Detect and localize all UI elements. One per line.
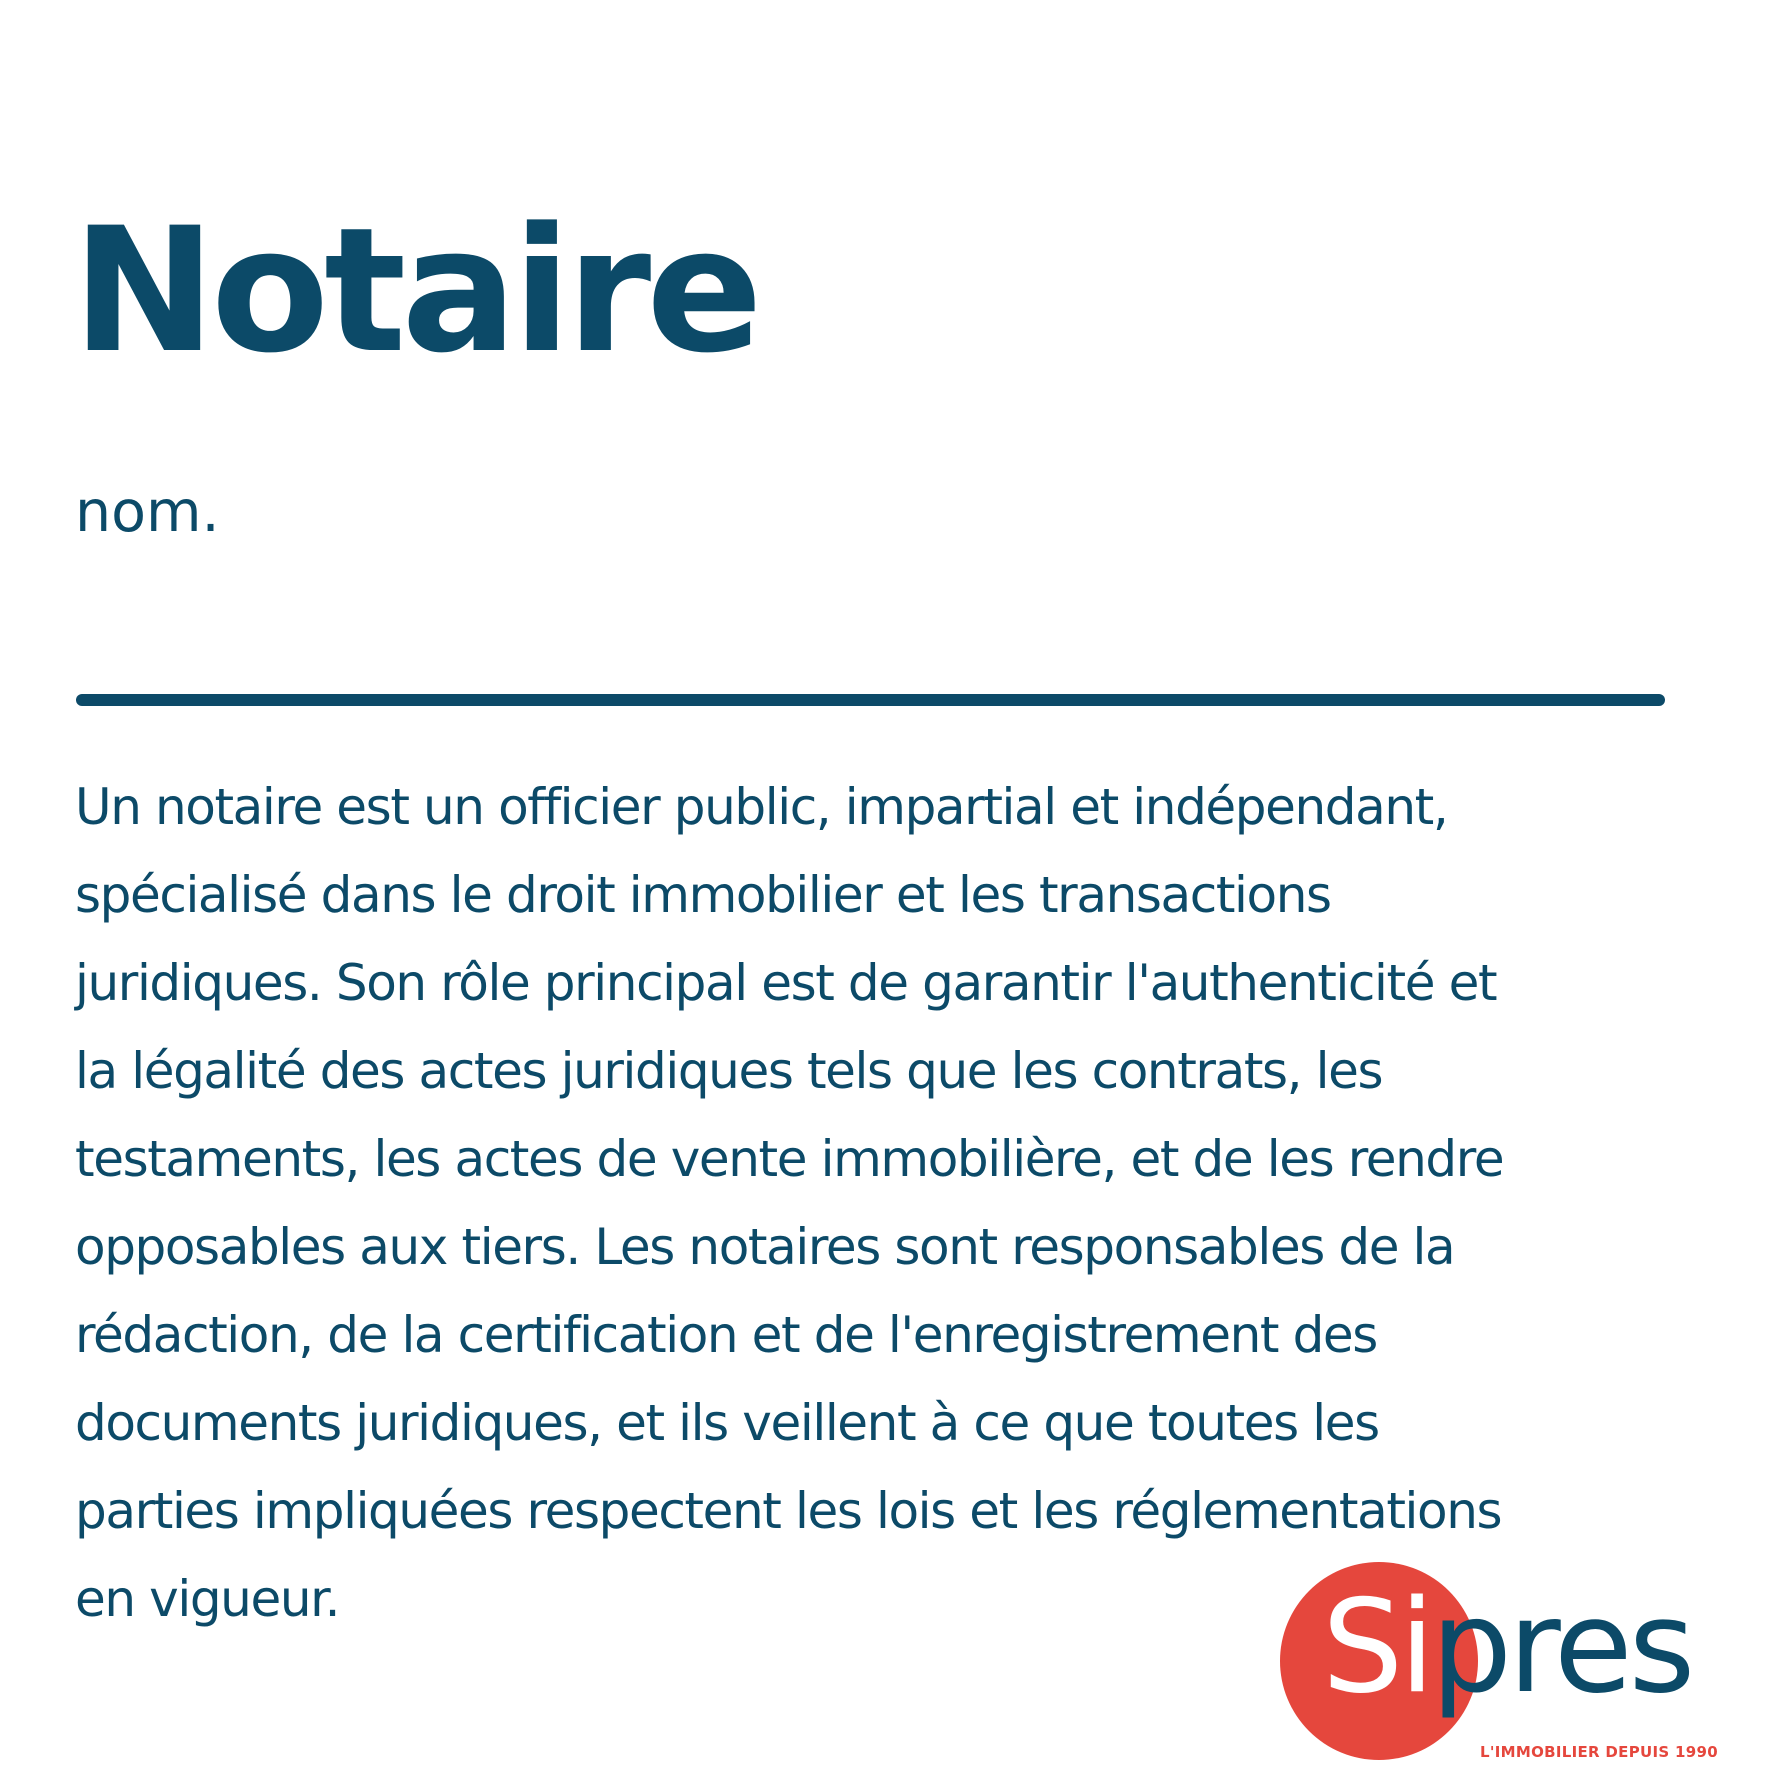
divider-line xyxy=(76,694,1665,706)
definition-line: rédaction, de la certification et de l'enregistrement des xyxy=(75,1306,1377,1364)
definition-line: opposables aux tiers. Les notaires sont responsables de la xyxy=(75,1218,1455,1276)
definition-line: testaments, les actes de vente immobilière, et de les rendre xyxy=(75,1130,1504,1188)
logo-name-part2: pres xyxy=(1430,1573,1692,1722)
definition-line: spécialisé dans le droit immobilier et les transactions xyxy=(75,866,1331,924)
logo-name-part1: Si xyxy=(1322,1573,1431,1722)
part-of-speech: nom. xyxy=(75,479,220,545)
logo-tagline: L'IMMOBILIER DEPUIS 1990 xyxy=(1480,1743,1718,1761)
term-title: Notaire xyxy=(72,190,758,391)
sipres-logo xyxy=(1280,1562,1760,1762)
logo-wordmark xyxy=(1322,1573,1692,1722)
definition-line: en vigueur. xyxy=(75,1570,340,1628)
definition-line: Un notaire est un officier public, impartial et indépendant, xyxy=(75,778,1448,836)
definition-line: parties impliquées respectent les lois et les réglementations xyxy=(75,1482,1502,1540)
definition-text xyxy=(75,763,1695,1643)
definition-line: documents juridiques, et ils veillent à ce que toutes les xyxy=(75,1394,1379,1452)
definition-line: juridiques. Son rôle principal est de garantir l'authenticité et xyxy=(75,954,1497,1012)
definition-line: la légalité des actes juridiques tels que les contrats, les xyxy=(75,1042,1383,1100)
